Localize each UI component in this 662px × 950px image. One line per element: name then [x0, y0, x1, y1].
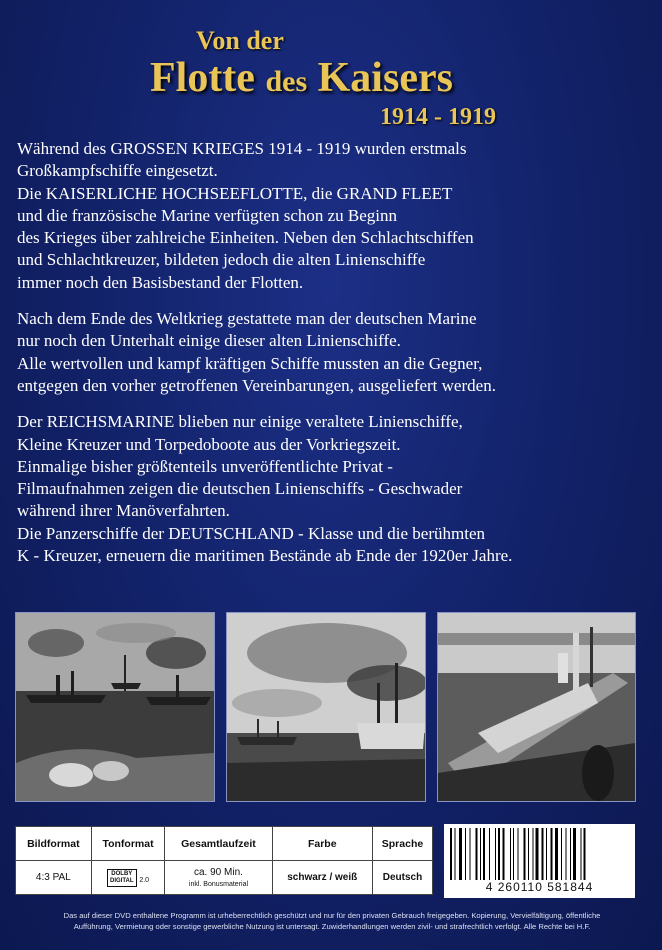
text-line: immer noch den Basisbestand der Flotten. — [17, 272, 304, 292]
barcode-stripe — [555, 828, 558, 880]
barcode-stripe — [528, 828, 529, 880]
dolby-channels: 2.0 — [139, 876, 150, 884]
spec-value-laufzeit — [165, 861, 272, 895]
barcode-stripe — [470, 828, 471, 880]
text-line: nur noch den Unterhalt einige dieser alten Linienschiffe. — [17, 331, 401, 351]
title-word-kaisers: Kaisers — [317, 55, 453, 101]
barcode-stripe — [551, 828, 553, 880]
barcode-stripe — [465, 828, 466, 880]
barcode-stripe — [450, 828, 452, 880]
title-block — [0, 22, 662, 132]
barcode-number: 4 260110 581844 — [485, 880, 594, 894]
spec-value-tonformat — [91, 861, 165, 895]
barcode-stripe — [495, 828, 496, 880]
title-word-des: des — [265, 65, 308, 98]
text-line: Alle wertvollen und kampf kräftigen Schiffe mussten an die Gegner, — [17, 353, 483, 373]
barcode-stripe — [518, 828, 519, 880]
description-text — [17, 138, 647, 581]
title-word-flotte: Flotte — [150, 55, 255, 101]
paragraph-2 — [17, 308, 647, 397]
spec-value-row — [16, 861, 433, 895]
barcode-stripe — [533, 828, 534, 880]
paragraph-3 — [17, 411, 647, 567]
barcode-stripe — [546, 828, 547, 880]
dolby-logo-bottom: DIGITAL — [110, 877, 134, 884]
barcode-stripe — [566, 828, 567, 880]
spec-table — [15, 826, 433, 895]
barcode-stripe — [459, 828, 462, 880]
barcode-bars — [450, 828, 629, 880]
laufzeit-main: ca. 90 Min. — [194, 866, 243, 878]
photo-warship-harbor — [437, 612, 636, 802]
text-line: entgegen den vorher getroffenen Vereinbarungen, ausgeliefert werden. — [17, 375, 496, 395]
spec-header-farbe: Farbe — [272, 827, 372, 861]
barcode-stripe — [524, 828, 526, 880]
barcode-stripe — [498, 828, 500, 880]
text-line: und die französische Marine verfügten schon zu Beginn — [17, 205, 398, 225]
text-line: Die KAISERLICHE HOCHSEEFLOTTE, die GRAND FLEET — [17, 183, 453, 203]
paragraph-1 — [17, 138, 647, 294]
text-line: Filmaufnahmen zeigen die deutschen Linienschiffs - Geschwader — [17, 479, 463, 499]
barcode-stripe — [480, 828, 481, 880]
barcode-stripe — [561, 828, 562, 880]
spec-header-gesamtlaufzeit: Gesamtlaufzeit — [165, 827, 272, 861]
text-line: während ihrer Manöverfahrten. — [17, 501, 230, 521]
text-line: Nach dem Ende des Weltkrieg gestattete man der deutschen Marine — [17, 309, 477, 329]
spec-header-bildformat: Bildformat — [16, 827, 92, 861]
spec-header-sprache: Sprache — [372, 827, 432, 861]
barcode-stripe — [542, 828, 544, 880]
legal-line-2: Aufführung, Vermietung oder sonstige gewerbliche Nutzung ist untersagt. Zuwiderhandlungen werden zivil- und strafrechtlich verfolgt. Alle Rechte bei H.F. — [73, 922, 591, 931]
spec-header-row — [16, 827, 433, 861]
barcode-stripe — [455, 828, 456, 880]
text-line: K - Kreuzer, erneuern die maritimen Bestände ab Ende der 1920er Jahre. — [17, 546, 513, 566]
barcode-stripe — [503, 828, 505, 880]
photo-warship-harbor-image — [438, 613, 635, 801]
laufzeit-sub: inkl. Bonusmaterial — [188, 880, 249, 888]
text-line: Während des GROSSEN KRIEGES 1914 - 1919 wurden erstmals — [17, 139, 467, 158]
legal-line-1: Das auf dieser DVD enthaltene Programm ist urheberrechtlich geschützt und nur für den privaten Gebrauch freigegeben. Kopierung, Vervielfältigung, öffentliche — [63, 911, 601, 920]
dolby-digital-logo — [107, 869, 137, 887]
barcode-stripe — [581, 828, 582, 880]
photo-battleships-smoke — [226, 612, 426, 802]
title-line-1: Von der — [196, 26, 284, 55]
barcode-stripe — [476, 828, 478, 880]
barcode-stripe — [570, 828, 571, 880]
barcode-stripe — [510, 828, 511, 880]
text-line: und Schlachtkreuzer, bildeten jedoch die alten Linienschiffe — [17, 250, 426, 270]
text-line: des Krieges über zahlreiche Einheiten. Neben den Schlachtschiffen — [17, 228, 474, 248]
barcode-stripe — [513, 828, 514, 880]
photo-fleet-at-sea-image — [16, 613, 214, 801]
barcode-stripe — [483, 828, 485, 880]
text-line: Einmalige bisher größtenteils unveröffentlichte Privat - — [17, 456, 393, 476]
title-years: 1914 - 1919 — [380, 104, 496, 130]
dolby-logo-top: DOLBY — [111, 870, 133, 877]
spec-value-sprache: Deutsch — [372, 861, 432, 895]
text-line: Der REICHSMARINE blieben nur einige veraltete Linienschiffe, — [17, 412, 463, 432]
legal-footer — [12, 910, 652, 932]
spec-header-tonformat: Tonformat — [91, 827, 165, 861]
barcode-stripe — [584, 828, 586, 880]
title-line-2 — [150, 54, 453, 102]
text-line: Großkampfschiffe eingesetzt. — [17, 161, 218, 181]
spec-value-farbe: schwarz / weiß — [272, 861, 372, 895]
barcode-stripe — [573, 828, 576, 880]
spec-value-bildformat: 4:3 PAL — [16, 861, 92, 895]
text-line: Kleine Kreuzer und Torpedoboote aus der Vorkriegszeit. — [17, 434, 401, 454]
barcode-stripe — [489, 828, 490, 880]
barcode — [444, 824, 635, 898]
text-line: Die Panzerschiffe der DEUTSCHLAND - Klasse und die berühmten — [17, 523, 486, 543]
photo-battleships-smoke-image — [227, 613, 425, 801]
barcode-stripe — [536, 828, 539, 880]
photo-fleet-at-sea — [15, 612, 215, 802]
